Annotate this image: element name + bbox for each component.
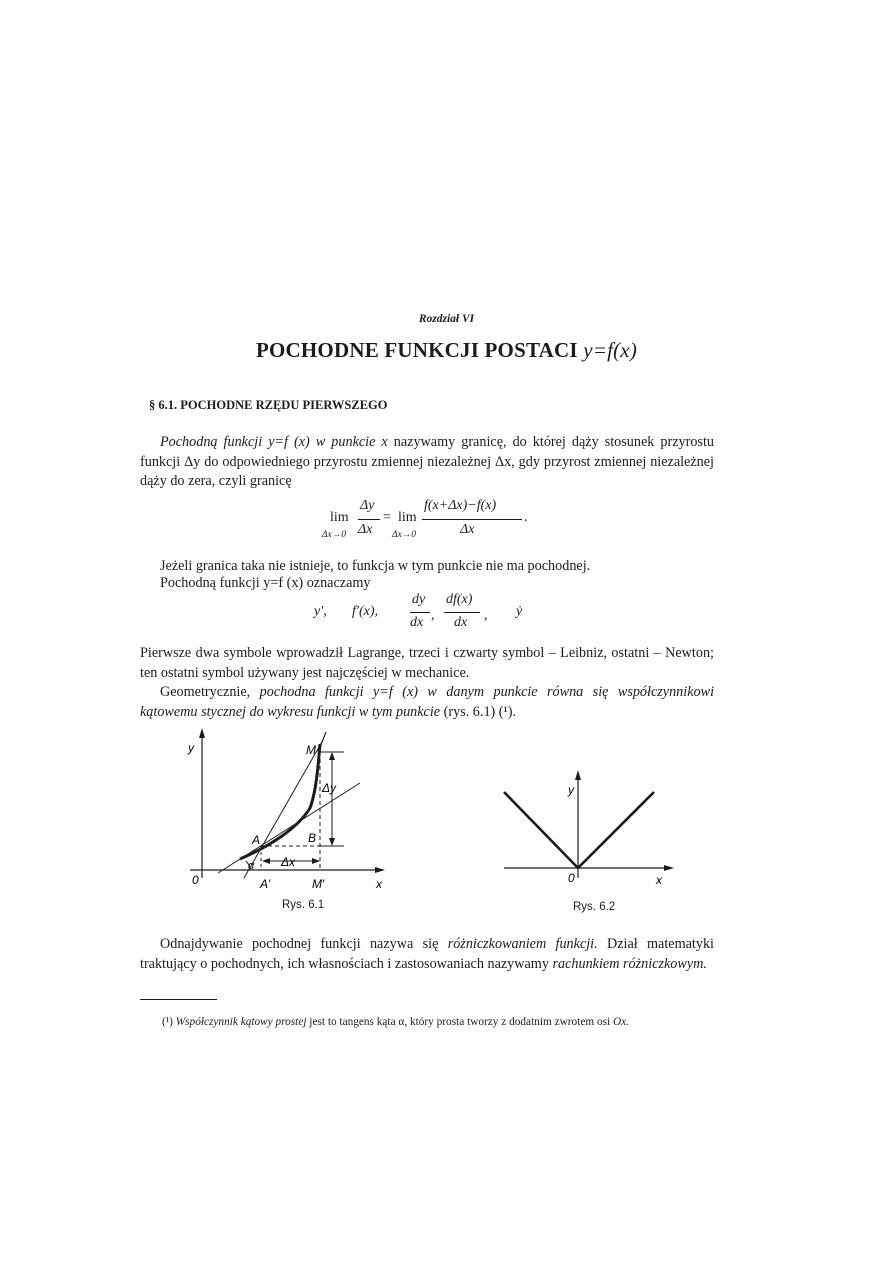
footnote-mark: (¹) <box>162 1016 173 1028</box>
paragraph-geometry: Geometrycznie, pochodna funkcji y=f (x) w danym punkcie równa się współczynnikowi kątowemu stycznej do wykresu funkcji w tym punkcie (rys. 6.1) (¹). <box>140 684 715 720</box>
fig1-label-origin: 0 <box>192 873 199 887</box>
fig1-label-m: M <box>306 743 316 757</box>
fig1-x-arrow <box>375 867 385 873</box>
fig1-label-alpha: α <box>248 860 255 872</box>
fig2-caption: Rys. 6.2 <box>573 901 616 913</box>
definition-text: nazywamy granicę, do której dąży stosunek przyrostu funkcji Δy do odpowiedniego przyrostu zmiennej niezależnej Δx, gdy przyrost zmiennej niezależnej dąży do zera, czyli granicę <box>140 434 714 490</box>
equation-notations <box>300 592 540 634</box>
fig1-label-dy: Δy <box>322 781 337 795</box>
eq2-comma-3: , <box>431 608 435 623</box>
fig2-label-origin: 0 <box>568 871 575 885</box>
fig1-label-a: A <box>252 833 261 847</box>
eq1-num-1: Δy <box>360 498 375 513</box>
equation-limit <box>320 498 560 546</box>
eq1-fraction-bar-2 <box>422 519 522 520</box>
fig1-label-dx: Δx <box>281 855 296 869</box>
fig2-label-y: y <box>568 783 574 797</box>
chapter-title <box>0 338 893 363</box>
fig1-label-b: B <box>308 831 317 845</box>
eq1-den-2: Δx <box>460 522 475 537</box>
eq2-symbol-4-den: dx <box>454 615 468 630</box>
footnote: (¹) Współczynnik kątowy prostej jest to tangens kąta α, który prosta tworzy z dodatnim zwrotem osi Ox. <box>162 1016 629 1028</box>
eq2-fraction-bar-1 <box>410 612 430 613</box>
eq1-sub-1: Δx→0 <box>322 530 347 540</box>
fig1-caption: Rys. 6.1 <box>282 899 325 911</box>
fig2-x-arrow <box>664 865 674 871</box>
paragraph-definition <box>140 433 714 492</box>
eq1-lim-1: lim <box>330 510 349 525</box>
fig1-label-m-prime: M′ <box>312 877 325 891</box>
eq1-lim-2: lim <box>398 510 417 525</box>
paragraph-notation: Pochodną funkcji y=f (x) oznaczamy <box>160 575 371 591</box>
eq2-symbol-1: y′, <box>314 604 327 619</box>
fig1-label-x: x <box>376 877 382 891</box>
fig1-label-a-prime: A′ <box>260 877 271 891</box>
fig2-label-x: x <box>656 873 662 887</box>
eq2-symbol-2: f′(x), <box>352 604 378 619</box>
fig2-y-arrow <box>575 770 581 780</box>
footnote-rule <box>140 999 217 1000</box>
fig2-right-branch <box>578 792 654 868</box>
chapter-label: Rozdział VI <box>418 313 475 325</box>
eq1-sub-2: Δx→0 <box>392 530 417 540</box>
eq2-fraction-bar-2 <box>444 612 480 613</box>
eq1-den-1: Δx <box>358 522 373 537</box>
eq2-symbol-3-den: dx <box>410 615 424 630</box>
paragraph-no-limit: Jeżeli granica taka nie istnieje, to funkcja w tym punkcie nie ma pochodnej. <box>160 558 591 574</box>
eq2-symbol-4-num: df(x) <box>446 592 473 607</box>
eq1-dot: . <box>524 510 528 525</box>
eq2-comma-4: , <box>484 608 488 623</box>
eq1-fraction-bar-1 <box>358 519 380 520</box>
eq2-symbol-5: ẏ <box>516 604 523 619</box>
fig2-left-branch <box>504 792 578 868</box>
paragraph-differentiation: Odnajdywanie pochodnej funkcji nazywa się różniczkowaniem funkcji. Dział matematyki traktujący o pochodnych, ich własnościach i zastosowaniach nazywamy rachunkiem różniczkowym. <box>140 936 714 972</box>
eq2-symbol-3-num: dy <box>412 592 426 607</box>
section-heading: § 6.1. POCHODNE RZĘDU PIERWSZEGO <box>149 398 388 412</box>
fig1-y-arrow <box>199 728 205 738</box>
chapter-title-text: POCHODNE FUNKCJI POSTACI <box>255 338 578 362</box>
definition-term: Pochodną funkcji y=f (x) w punkcie x <box>160 434 388 450</box>
paragraph-history: Pierwsze dwa symbole wprowadził Lagrange, trzeci i czwarty symbol – Leibniz, ostatni – Newton; ten ostatni symbol używany jest najczęściej w mechanice. <box>140 645 714 681</box>
eq1-num-2: f(x+Δx)−f(x) <box>424 498 497 513</box>
chapter-title-formula: y=f(x) <box>583 338 638 362</box>
figure-6-1 <box>180 728 400 896</box>
eq1-equals: = <box>383 510 391 525</box>
fig1-label-y: y <box>188 741 194 755</box>
figure-6-2 <box>498 768 688 888</box>
